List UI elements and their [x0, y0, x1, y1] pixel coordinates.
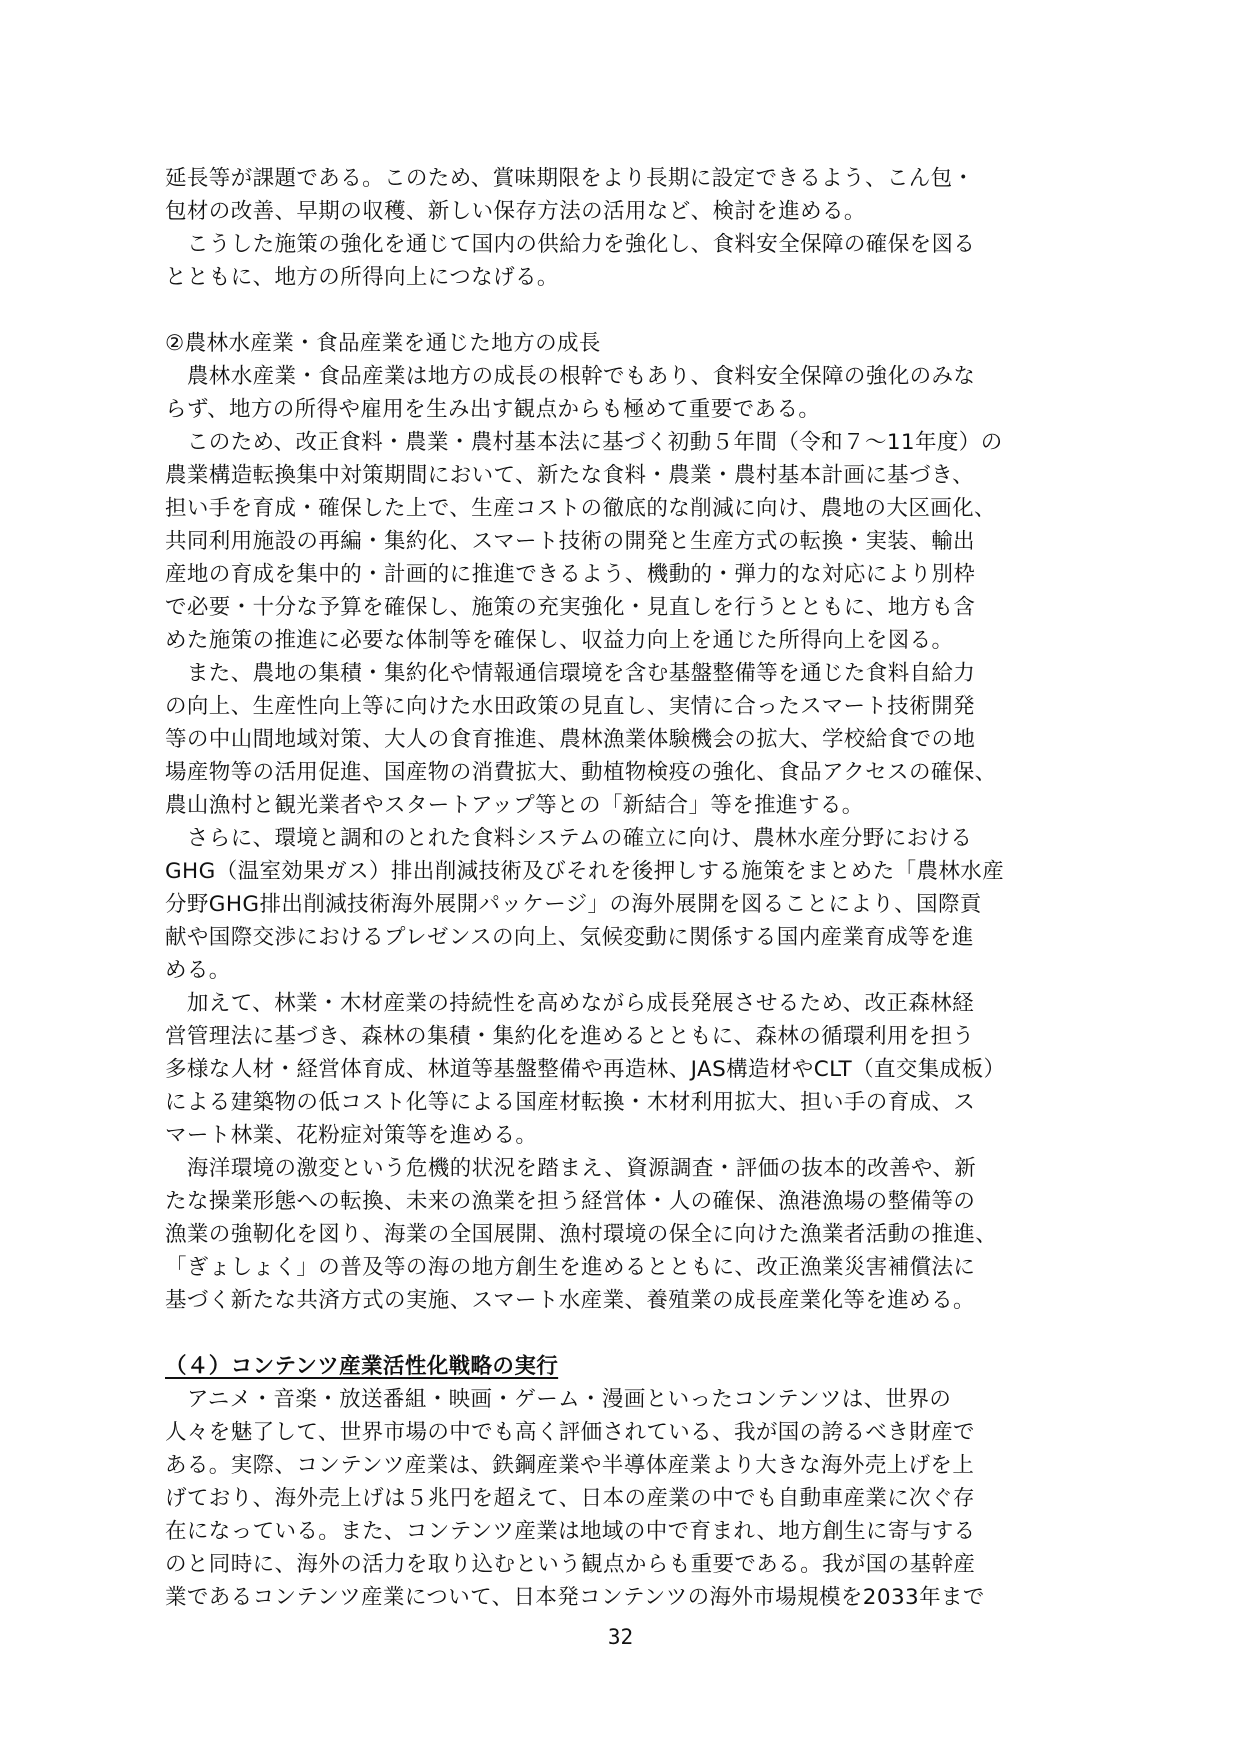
text-line: で必要・十分な予算を確保し、施策の充実強化・見直しを行うとともに、地方も含 [165, 595, 976, 620]
section-heading: （４）コンテンツ産業活性化戦略の実行 [165, 1354, 559, 1379]
text-line: 担い手を育成・確保した上で、生産コストの徹底的な削減に向け、農地の大区画化、 [165, 496, 996, 521]
text-line: こうした施策の強化を通じて国内の供給力を強化し、食料安全保障の確保を図る [165, 232, 976, 257]
body-text [165, 162, 1085, 1614]
text-line: たな操業形態への転換、未来の漁業を担う経営体・人の確保、漁港漁場の整備等の [165, 1189, 976, 1214]
text-line: このため、改正食料・農業・農村基本法に基づく初動５年間（令和７～11年度）の [165, 430, 1003, 455]
text-line: める。 [165, 958, 231, 983]
text-line: による建築物の低コスト化等による国産材転換・木材利用拡大、担い手の育成、ス [165, 1090, 976, 1115]
text-line: 在になっている。また、コンテンツ産業は地域の中で育まれ、地方創生に寄与する [165, 1519, 976, 1544]
text-line: らず、地方の所得や雇用を生み出す観点からも極めて重要である。 [165, 397, 821, 422]
paragraph-gap [165, 294, 1085, 327]
paragraph-gap [165, 1317, 1085, 1350]
text-line: 多様な人材・経営体育成、林道等基盤整備や再造林、JAS構造材やCLT（直交集成板） [165, 1057, 1006, 1082]
text-line: げており、海外売上げは５兆円を超えて、日本の産業の中でも自動車産業に次ぐ存 [165, 1486, 975, 1511]
text-line: 包材の改善、早期の収穫、新しい保存方法の活用など、検討を進める。 [165, 199, 866, 224]
text-line: さらに、環境と調和のとれた食料システムの確立に向け、農林水産分野における [165, 826, 973, 851]
text-line: 等の中山間地域対策、大人の食育推進、農林漁業体験機会の拡大、学校給食での地 [165, 727, 976, 752]
text-line: アニメ・音楽・放送番組・映画・ゲーム・漫画といったコンテンツは、世界の [165, 1387, 952, 1412]
text-line: GHG（温室効果ガス）排出削減技術及びそれを後押しする施策をまとめた「農林水産 [165, 859, 1005, 884]
text-line: 分野GHG排出削減技術海外展開パッケージ」の海外展開を図ることにより、国際貢 [165, 892, 982, 917]
text-line: の向上、生産性向上等に向けた水田政策の見直し、実情に合ったスマート技術開発 [165, 694, 975, 719]
text-line: 業であるコンテンツ産業について、日本発コンテンツの海外市場規模を2033年まで [165, 1585, 985, 1610]
text-line: とともに、地方の所得向上につなげる。 [165, 265, 559, 290]
text-line: 人々を魅了して、世界市場の中でも高く評価されている、我が国の誇るべき財産で [165, 1420, 975, 1445]
text-line: 「ぎょしょく」の普及等の海の地方創生を進めるとともに、改正漁業災害補償法に [165, 1255, 976, 1280]
text-line: 海洋環境の激変という危機的状況を踏まえ、資源調査・評価の抜本的改善や、新 [165, 1156, 977, 1181]
text-line: 農林水産業・食品産業は地方の成長の根幹でもあり、食料安全保障の強化のみな [165, 364, 976, 389]
sub-heading: ②農林水産業・食品産業を通じた地方の成長 [165, 331, 601, 356]
text-line: 基づく新たな共済方式の実施、スマート水産業、養殖業の成長産業化等を進める。 [165, 1288, 975, 1313]
text-line: 産地の育成を集中的・計画的に推進できるよう、機動的・弾力的な対応により別枠 [165, 562, 976, 587]
text-line: マート林業、花粉症対策等を進める。 [165, 1123, 538, 1148]
text-line: ある。実際、コンテンツ産業は、鉄鋼産業や半導体産業より大きな海外売上げを上 [165, 1453, 975, 1478]
text-line: 献や国際交渉におけるプレゼンスの向上、気候変動に関係する国内産業育成等を進 [165, 925, 974, 950]
text-line: 営管理法に基づき、森林の集積・集約化を進めるとともに、森林の循環利用を担う [165, 1024, 975, 1049]
text-line: 共同利用施設の再編・集約化、スマート技術の開発と生産方式の転換・実装、輸出 [165, 529, 975, 554]
page-number: 32 [607, 1625, 634, 1649]
text-line: 延長等が課題である。このため、賞味期限をより長期に設定できるよう、こん包・ [165, 166, 975, 191]
text-line: のと同時に、海外の活力を取り込むという観点からも重要である。我が国の基幹産 [165, 1552, 976, 1577]
text-line: 農山漁村と観光業者やスタートアップ等との「新結合」等を推進する。 [165, 793, 864, 818]
text-line: 加えて、林業・木材産業の持続性を高めながら成長発展させるため、改正森林経 [165, 991, 975, 1016]
text-line: また、農地の集積・集約化や情報通信環境を含む基盤整備等を通じた食料自給力 [165, 661, 976, 686]
text-line: 農業構造転換集中対策期間において、新たな食料・農業・農村基本計画に基づき、 [165, 463, 975, 488]
text-line: 漁業の強靭化を図り、海業の全国展開、漁村環境の保全に向けた漁業者活動の推進、 [165, 1222, 998, 1247]
text-line: 場産物等の活用促進、国産物の消費拡大、動植物検疫の強化、食品アクセスの確保、 [165, 760, 997, 785]
text-line: めた施策の推進に必要な体制等を確保し、収益力向上を通じた所得向上を図る。 [165, 628, 954, 653]
